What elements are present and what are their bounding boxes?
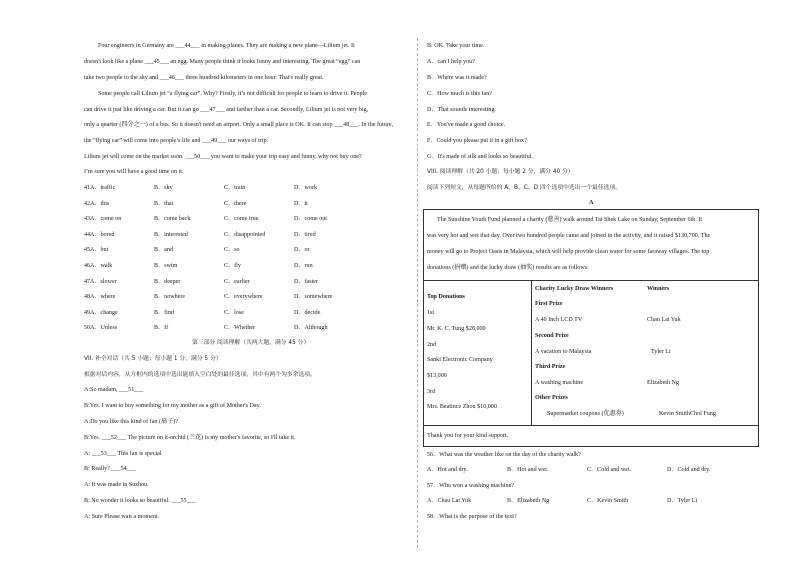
draw-col2-header: Winners bbox=[647, 286, 670, 292]
dialog-line-5: A: ___53___ This fan is special bbox=[84, 451, 162, 457]
other-prizes-winner: Kevin SmithChol Fung bbox=[659, 411, 716, 417]
first-prize-winner: Chau Lai Yuk bbox=[647, 317, 681, 323]
q57-option-d: D．Tyler Li bbox=[667, 498, 698, 504]
cloze-option-d: D．somewhere bbox=[294, 294, 333, 301]
cloze-option-c: C．everywhere bbox=[224, 294, 263, 301]
cloze-option-b: B．deeper bbox=[154, 278, 181, 285]
cloze-option-number: 41. bbox=[84, 185, 92, 191]
dialog-line-9: A: Sure Please wait a moment. bbox=[84, 514, 160, 520]
third-prize-winner: Elizabeth Ng bbox=[647, 380, 679, 386]
cloze-option-d: D．it bbox=[294, 200, 308, 207]
donation-line-3: 2nd bbox=[427, 342, 437, 348]
draw-col1-header: Charity Lucky Draw Winners bbox=[535, 286, 614, 292]
choice-f: F．Could you please put it in a gift box? bbox=[427, 138, 527, 144]
third-prize-item: A washing machine bbox=[535, 380, 584, 386]
second-prize-item: A vacation to Malaysia bbox=[535, 349, 592, 355]
cloze-option-a: A．where bbox=[90, 294, 116, 301]
choice-d: D．That sounds interesting. bbox=[427, 107, 496, 113]
donation-line-2: Mr. K. C. Tung $28,000 bbox=[427, 326, 486, 332]
box-line-2: was very hot and wet that day. Over two hundred people came and joined in the activity, and it raised $130,700. The bbox=[427, 233, 711, 239]
cloze-option-c: C．Whether bbox=[224, 325, 256, 332]
donation-line-7: Mrs. Beatince Zhou $10,000 bbox=[427, 404, 497, 410]
cloze-option-a: A．Unless bbox=[90, 325, 118, 332]
para2-line2: can drive it just like driving a car. But it can go ___47___ and farther than a car. Secondly, Lilium jet is not very big, bbox=[84, 107, 369, 113]
table-bottom-border bbox=[423, 425, 758, 426]
cloze-option-a: A．walk bbox=[90, 263, 113, 269]
cloze-option-c: C．there bbox=[224, 200, 247, 207]
cloze-option-b: B．and bbox=[154, 247, 173, 254]
cloze-option-number: 47. bbox=[84, 278, 92, 285]
column-divider bbox=[417, 38, 418, 548]
section7-instruction: 根据对话内容，从方框内的选项中选出能填入空白处的最佳选项，其中有两个为多余选项。 bbox=[84, 372, 316, 378]
dialog-line-6: B: Really? ___54___ bbox=[84, 466, 136, 472]
cloze-option-a: A．this bbox=[90, 200, 110, 207]
cloze-option-number: 43. bbox=[84, 216, 92, 223]
para1-line3: take two people to the sky and ___46___ three hundred kilometers in one hour. That's really great. bbox=[84, 75, 324, 81]
cloze-option-b: B．interested bbox=[154, 231, 188, 238]
second-prize-label: Second Prize bbox=[535, 333, 569, 339]
q56-option-c: C．Cold and wet. bbox=[587, 467, 632, 473]
cloze-option-c: C．earlier bbox=[224, 278, 250, 285]
other-prizes-label: Other Prizes bbox=[535, 395, 568, 401]
q57-option-a: A．Chau Lai Yuk bbox=[427, 498, 472, 504]
cloze-option-number: 48. bbox=[84, 294, 92, 301]
choice-b: B．Where was it made? bbox=[427, 75, 487, 81]
cloze-option-d: D．work bbox=[294, 185, 318, 191]
para2-line5: Lilium jet will come on the market soon. ___50___ you want to make your trip easy and funny, why not buy one? bbox=[84, 154, 362, 160]
q57-option-b: B．Elizabeth Ng bbox=[507, 498, 550, 504]
cloze-option-a: A．come on bbox=[90, 216, 122, 223]
dialog-line-3: A:Do you like this kind of fan (扇子)? bbox=[84, 419, 178, 425]
choice-b-ok: B: OK. Take your time. bbox=[427, 43, 485, 49]
q56-option-d: D．Cold and dry. bbox=[667, 467, 711, 473]
donation-line-6: 3rd bbox=[427, 389, 436, 395]
dialog-line-8: B: No wonder it looks so beautiful. ___55___ bbox=[84, 498, 196, 504]
cloze-option-d: D．tired bbox=[294, 231, 316, 238]
para1-line1: Four engineers in Germany are ___44___ in making planes. They are making a new plane—Lilium jet. It bbox=[98, 43, 355, 49]
cloze-option-a: A．slower bbox=[90, 278, 117, 285]
para2-line4: the “flying car” will come into people’s life and ___49___ our ways of trip. bbox=[84, 138, 269, 144]
q56-option-a: A．Hot and dry. bbox=[427, 467, 468, 473]
part3-heading: 第三部分 阅读理解（共两大题，满分 45 分） bbox=[192, 340, 310, 346]
cloze-option-a: A．traffic bbox=[90, 185, 116, 191]
cloze-option-a: A．but bbox=[90, 247, 109, 254]
cloze-option-d: D．Although bbox=[294, 325, 328, 332]
choice-e: E．You've made a good choice. bbox=[427, 122, 506, 128]
cloze-option-b: B．that bbox=[154, 200, 174, 207]
cloze-option-b: B．find bbox=[154, 309, 174, 316]
cloze-option-c: C．disappointed bbox=[224, 231, 266, 238]
section8-instruction: 阅读下列短文，从每题所给的 A、B、C、D 四个选项中选出一个最佳选项。 bbox=[427, 185, 622, 191]
section8-heading: VIII. 阅读理解（共 20 小题；每小题 2 分，满分 40 分） bbox=[427, 169, 574, 175]
dialog-line-1: A:So madam, ___51___ bbox=[84, 387, 144, 393]
cloze-option-d: D．faster bbox=[294, 278, 319, 285]
dialog-line-4: B:Yes. ___52___ The picture on it-orchid (兰花) is my mother's favorite, so I'll take it. bbox=[84, 435, 296, 441]
cloze-option-number: 49. bbox=[84, 309, 92, 316]
cloze-option-d: D．decide bbox=[294, 309, 321, 316]
dialog-line-2: B:Yes. I want to buy something for my mother as a gift of Mother's Day. bbox=[84, 403, 261, 409]
cloze-option-d: D．or bbox=[294, 247, 310, 254]
question-57: 57．Who won a washing machine? bbox=[427, 483, 514, 489]
cloze-option-c: C．train bbox=[224, 185, 246, 191]
para2-line6: I’m sure you will have a good time on it. bbox=[84, 169, 184, 175]
para2-line1: Some people call Lilium jet “a flying car”. Why? Firstly, it’s not difficult for people to learn to drive it. People bbox=[98, 91, 367, 97]
cloze-option-c: C．come true bbox=[224, 216, 259, 223]
box-line-4: donations (捐赠) and the lucky draw (抽奖) results are as follows: bbox=[427, 265, 589, 271]
cloze-option-number: 50. bbox=[84, 325, 92, 332]
table-split bbox=[531, 280, 532, 425]
thanks-line: Thank you for your kind support. bbox=[427, 433, 509, 439]
box-line-3: money will go to Project Oasis in Malaysia, which will help provide clean water for some faraway villages. The top bbox=[427, 249, 710, 255]
question-58: 58．What is the purpose of the text? bbox=[427, 514, 517, 520]
cloze-option-number: 44. bbox=[84, 231, 92, 238]
cloze-option-a: A．change bbox=[90, 309, 118, 316]
cloze-option-number: 42. bbox=[84, 200, 92, 207]
cloze-option-number: 46. bbox=[84, 263, 92, 269]
donations-header: Top Donations bbox=[427, 294, 465, 300]
cloze-option-b: B．come back bbox=[154, 216, 191, 223]
donation-line-4: Sanki Electronic Company bbox=[427, 357, 493, 363]
choice-a: A．can I help you? bbox=[427, 59, 475, 65]
para2-line3: only a quarter (四分之一) of a bus. So it doesn't need an airport. Only a small place is OK. It can stop ___48___. In the future, bbox=[84, 122, 394, 128]
question-56: 56．What was the weather like on the day of the charity walk? bbox=[427, 452, 581, 458]
second-prize-winner: Tyler Li bbox=[651, 349, 671, 355]
cloze-option-b: B．swim bbox=[154, 263, 178, 269]
choice-c: C．How much is this fan? bbox=[427, 91, 492, 97]
first-prize-label: First Prize bbox=[535, 301, 563, 307]
cloze-option-b: B．nowhere bbox=[154, 294, 186, 301]
cloze-option-b: B．If bbox=[154, 325, 169, 332]
cloze-option-c: C．fly bbox=[224, 263, 241, 269]
cloze-option-d: D．run bbox=[294, 263, 313, 269]
donation-line-1: 1st bbox=[427, 310, 435, 316]
third-prize-label: Third Prize bbox=[535, 364, 566, 370]
donation-line-5: $13,000 bbox=[427, 373, 447, 379]
dialog-line-7: A: It was made in Suzhou. bbox=[84, 482, 149, 488]
q57-option-c: C．Kevin Smith bbox=[587, 498, 629, 504]
cloze-option-c: C．lose bbox=[224, 309, 244, 316]
box-line-1: The Sunshine Youth Fund planned a charity (慈善) walk around Tai Shek Lake on Sunday, September 6th. It bbox=[437, 217, 703, 223]
first-prize-item: A 40 Inch LCD TV bbox=[535, 317, 583, 323]
table-top-border bbox=[423, 280, 758, 281]
cloze-option-c: C．so bbox=[224, 247, 240, 254]
other-prizes-item: Supermarket coupons (优惠券) bbox=[547, 411, 624, 417]
q56-option-b: B．Hot and wet. bbox=[507, 467, 549, 473]
passage-label: A bbox=[589, 200, 594, 206]
para1-line2: doesn't look like a plane ___45___ an egg. Many people think it looks funny and interesting. The great “egg” can bbox=[84, 59, 361, 65]
choice-g: G．It's made of silk and looks so beautiful. bbox=[427, 154, 534, 160]
cloze-option-d: D．come out bbox=[294, 216, 328, 223]
cloze-option-number: 45. bbox=[84, 247, 92, 254]
section7-heading: VII. 补全对话（共 5 小题；每小题 1 分，满分 5 分） bbox=[84, 356, 222, 362]
cloze-option-b: B．sky bbox=[154, 185, 173, 191]
cloze-option-a: A．bored bbox=[90, 231, 115, 238]
